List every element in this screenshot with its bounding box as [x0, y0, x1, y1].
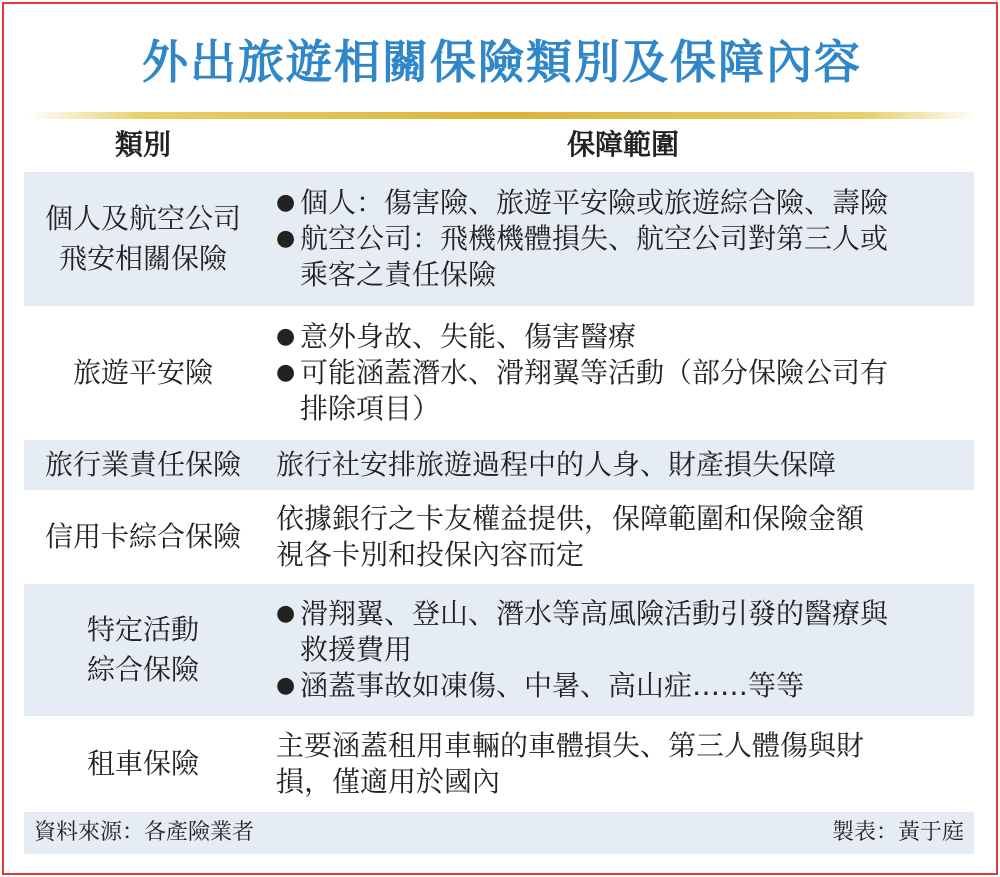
bullet-icon: ● — [276, 190, 296, 215]
table-row — [24, 172, 974, 306]
category-line: 租車保險 — [86, 747, 199, 780]
row-coverage — [276, 308, 970, 438]
coverage-line: 依據銀行之卡友權益提供，保障範圍和保險金額 — [276, 502, 865, 535]
page-title: 外出旅遊相關保險類別及保障內容 — [142, 35, 862, 89]
row-category — [24, 172, 262, 306]
bullet-item — [276, 596, 970, 668]
table-row — [24, 492, 974, 582]
footer-bar — [24, 812, 974, 854]
category-line: 飛安相關保險 — [58, 242, 227, 275]
coverage-line: 涵蓋事故如凍傷、中暑、高山症……等等 — [300, 669, 805, 702]
bullet-icon: ● — [276, 226, 296, 251]
category-line: 特定活動 — [86, 613, 199, 646]
table-header — [24, 120, 974, 170]
table-row — [24, 308, 974, 438]
row-category — [24, 492, 262, 582]
row-category — [24, 718, 262, 810]
bullet-icon: ● — [276, 324, 296, 349]
bullet-icon: ● — [276, 360, 296, 385]
table-row — [24, 718, 974, 810]
table-row — [24, 440, 974, 490]
coverage-line: 航空公司：飛機機體損失、航空公司對第三人或 — [300, 222, 889, 255]
category-line: 旅遊平安險 — [72, 356, 213, 389]
coverage-line: 可能涵蓋潛水、滑翔翼等活動（部分保險公司有 — [300, 356, 889, 389]
row-coverage — [276, 584, 970, 716]
bullet-item — [276, 221, 970, 293]
coverage-line: 個人：傷害險、旅遊平安險或旅遊綜合險、壽險 — [300, 186, 889, 219]
row-coverage — [276, 718, 970, 810]
coverage-line: 旅行社安排旅遊過程中的人身、財產損失保障 — [276, 448, 837, 481]
coverage-line: 排除項目） — [300, 392, 441, 425]
coverage-line: 意外身故、失能、傷害醫療 — [300, 320, 637, 353]
table-row — [24, 584, 974, 716]
row-category — [24, 308, 262, 438]
category-line: 旅行業責任保險 — [44, 448, 241, 481]
coverage-line: 救援費用 — [300, 633, 413, 666]
row-coverage — [276, 172, 970, 306]
bullet-item — [276, 668, 970, 704]
category-line: 個人及航空公司 — [44, 202, 241, 235]
category-line: 綜合保險 — [86, 653, 199, 686]
title-underline — [28, 112, 978, 119]
category-line: 信用卡綜合保險 — [44, 520, 241, 553]
row-coverage — [276, 492, 970, 582]
row-category — [24, 584, 262, 716]
maker-credit: 製表：黃于庭 — [831, 820, 964, 845]
coverage-line: 視各卡別和投保內容而定 — [276, 538, 585, 571]
coverage-line: 主要涵蓋租用車輛的車體損失、第三人體傷與財 — [276, 729, 865, 762]
coverage-line: 滑翔翼、登山、潛水等高風險活動引發的醫療與 — [300, 597, 889, 630]
coverage-line: 損，僅適用於國內 — [276, 765, 501, 798]
header-coverage: 保障範圍 — [566, 128, 679, 161]
source-note: 資料來源：各產險業者 — [34, 820, 255, 845]
bullet-item — [276, 355, 970, 427]
header-category: 類別 — [114, 128, 171, 161]
bullet-icon: ● — [276, 601, 296, 626]
bullet-item — [276, 185, 970, 221]
bullet-icon: ● — [276, 673, 296, 698]
bullet-item — [276, 319, 970, 355]
coverage-line: 乘客之責任保險 — [300, 258, 497, 291]
row-category — [24, 440, 262, 490]
row-coverage — [276, 440, 970, 490]
